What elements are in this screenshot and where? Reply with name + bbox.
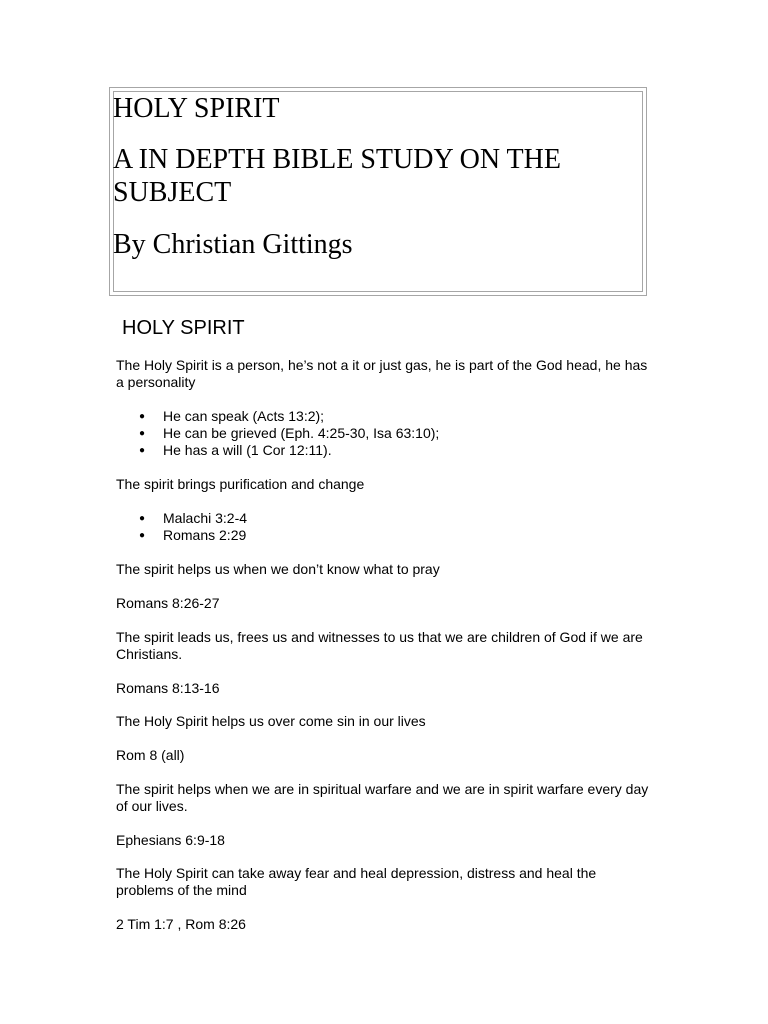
personality-list (116, 408, 439, 459)
warfare-reference: Ephesians 6:9-18 (116, 832, 225, 848)
list-item (116, 408, 439, 425)
prayer-reference: Romans 8:26-27 (116, 595, 220, 611)
purification-list (116, 510, 247, 544)
document-subtitle-line2: SUBJECT (113, 177, 232, 208)
document-author: By Christian Gittings (113, 229, 353, 260)
list-item-text: He can speak (Acts 13:2); (163, 408, 325, 424)
list-item-text: He has a will (1 Cor 12:11). (163, 442, 332, 458)
list-item-text: He can be grieved (Eph. 4:25-30, Isa 63:10); (163, 425, 440, 441)
bullet-icon: ● (139, 445, 146, 456)
purification-paragraph: The spirit brings purification and change (116, 476, 365, 492)
list-item (116, 425, 439, 442)
bullet-icon: ● (139, 411, 146, 422)
bullet-icon: ● (139, 428, 146, 439)
bullet-icon: ● (139, 530, 146, 541)
list-item (116, 527, 247, 544)
sin-paragraph: The Holy Spirit helps us over come sin in our lives (116, 713, 426, 729)
fear-reference: 2 Tim 1:7 , Rom 8:26 (116, 916, 246, 932)
list-item-text: Malachi 3:2-4 (163, 510, 248, 526)
prayer-paragraph: The spirit helps us when we don’t know what to pray (116, 561, 440, 577)
list-item-text: Romans 2:29 (163, 527, 247, 543)
list-item (116, 510, 247, 527)
document-subtitle-line1: A IN DEPTH BIBLE STUDY ON THE (113, 144, 561, 175)
bullet-icon: ● (139, 513, 146, 524)
section-heading: HOLY SPIRIT (122, 317, 245, 339)
document-title: HOLY SPIRIT (113, 93, 280, 124)
warfare-paragraph: The spirit helps when we are in spiritual warfare and we are in spirit warfare every day of our lives. (116, 781, 649, 814)
leading-paragraph: The spirit leads us, frees us and witnesses to us that we are children of God if we are Christians. (116, 629, 643, 662)
sin-reference: Rom 8 (all) (116, 747, 185, 763)
list-item (116, 442, 439, 459)
leading-reference: Romans 8:13-16 (116, 680, 220, 696)
intro-paragraph: The Holy Spirit is a person, he’s not a it or just gas, he is part of the God head, he has a personality (116, 357, 648, 390)
fear-paragraph: The Holy Spirit can take away fear and heal depression, distress and heal the problems of the mind (116, 865, 597, 898)
